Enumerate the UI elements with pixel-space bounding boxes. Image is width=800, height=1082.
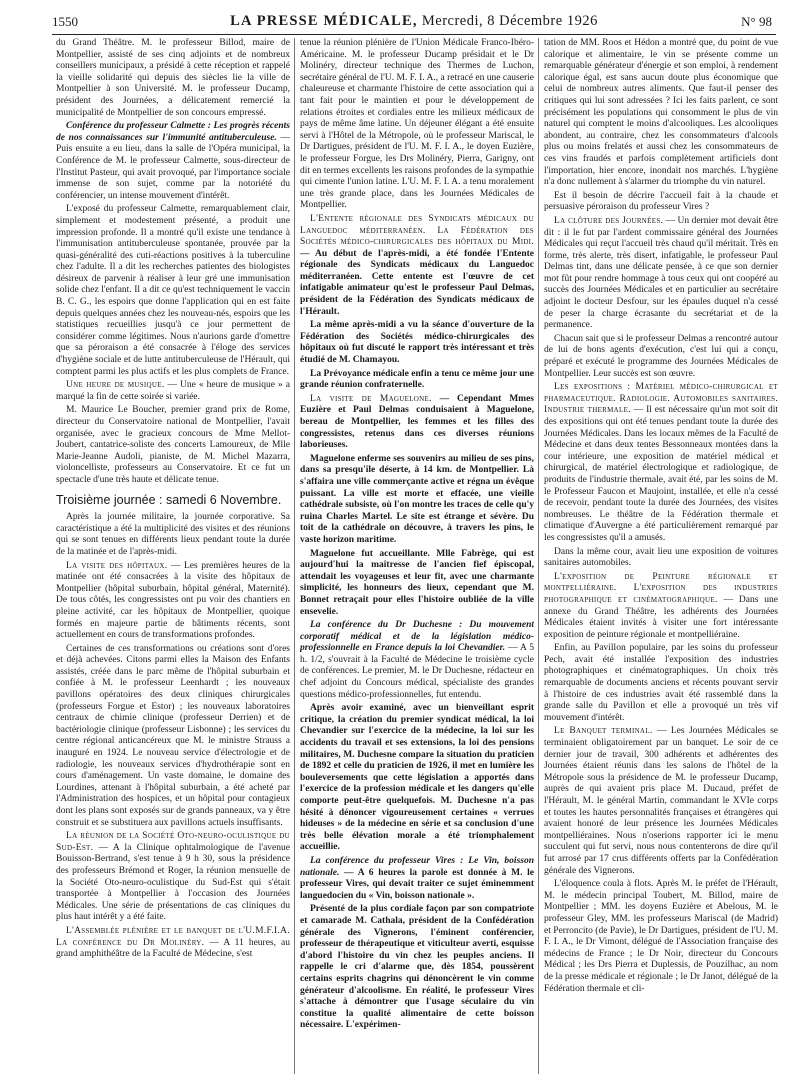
paragraph: Le Banquet terminal. — Les Journées Médicales se terminaient obligatoirement par un banquet. Le soir de ce dernier jour de travail, 300 adhérents et adhérentes des Journées étaient réunis dans les salons de l'hôtel de la Métropole sous la présidence de M. le professeur Ducamp, auprès de qui avaient pris place M. Ducaud, préfet de l'Hérault, M. le général Martin, commandant le XVIe corps et toutes les hautes personnalités françaises et étrangères qui avaient honoré de leur présence les Journées Médicales montpelliéraines. Nous n'oserions rapporter ici le menu succulent qui fut servi, nous nous contenterons de dire qu'il fut arrosé par 17 crus différents offerts par la Confédération générale des Vignerons. [544,726,778,876]
section-heading: L'exposition de Peinture régionale et montpelliéraine. L'exposition des industries photographique et cinématographique. [544,571,778,605]
paragraph: La visite des hôpitaux. — Les premières heures de la matinée ont été consacrées à la visite des hôpitaux de Montpellier (hôpital suburbain, hôpital général, Maternité). De tous côtés, les congressistes ont pu voir des chantiers en pleine activité, car les hôpitaux de Montpellier, quoique formés en majeure partie de bâtiments récents, sont actuellement en cours de transformations profondes. [56,560,290,641]
paragraph: Maguelone fut accueillante. Mlle Fabrège, qui est aujourd'hui la maîtresse de l'ancien fief épiscopal, attendait les voyageuses et leur fit, avec une charmante simplicité, les honneurs des lieux, cependant que M. Bonnet retraçait pour elles l'histoire oubliée de la ville ensevelie. [300,548,534,617]
issue-number: N° 98 [741,14,772,29]
paragraph: Dans la même cour, avait lieu une exposition de voitures sanitaires automobiles. [544,546,778,569]
section-heading: La conférence du professeur Vires : Le Vin, boisson nationale. [300,855,534,878]
paragraph: La visite de Maguelone. — Cependant Mmes Euzière et Paul Delmas conduisaient à Maguelone, bereau de Montpellier, les femmes et les filles des congressistes, retenus dans ces diverses réunions laborieuses. [300,393,534,451]
paragraph: tenue la réunion plénière de l'Union Médicale Franco-Ibéro-Américaine. M. le professeur Ducamp présidait et le Dr Molinéry, directeur technique des Thermes de Luchon, secrétaire général de l'U. M. F. I. A., a retracé en une causerie chaleureuse et charmante l'histoire de cette association qui a tant fait pour le maintien et pour le développement de relations étroites et cordiales entre les milieux médicaux de pays de même âme latine. Un déjeuner élégant a été ensuite servi à l'Hôtel de la Métropole, où le professeur Mariscal, le Dr Dartigues, président de l'U. M. F. I. A., le doyen Euzière, le professeur Forgue, les Drs Molinéry, Pierra, Garigny, ont dit en termes excellents les raisons profondes de la sympathie qui cimente l'union latine. L'U. M. F. I. A. a tenu moralement une très grande place, dans les Journées Médicales de Montpellier. [300,38,534,211]
paragraph: La Prévoyance médicale enfin a tenu ce même jour une grande réunion confraternelle. [300,368,534,391]
paragraph: La même après-midi a vu la séance d'ouverture de la Fédération des Sociétés médico-chirurgicales des hôpitaux où fut discuté le rapport très intéressant et très étudié de M. Chamayou. [300,320,534,366]
section-heading: La réunion de la Société Oto-neuro-oculistique du Sud-Est. [56,831,290,853]
section-heading: La conférence du Dr Duchesne : Du mouvement corporatif médical et de la législation médico-professionnelle en France depuis la loi Chevandier. [300,620,534,654]
section-heading: La visite des hôpitaux. [66,560,168,571]
paragraph: Après avoir examiné, avec un bienveillant esprit critique, la création du premier syndicat médical, la loi Chevandier sur l'exercice de la médecine, la loi sur les accidents du travail et ses extensions, la loi des pensions militaires, M. Duchesne compare la situation du praticien de 1892 et celle du praticien de 1926, il met en lumière les bouleversements que cette législation a apportés dans l'exercice de la profession médicale et les dangers qu'elle comporte peut-être quelquefois. M. Duchesne n'a pas hésité à dénoncer vigoureusement certaines « verrues hideuses » de la médecine en série et sa conclusion d'une très belle élévation morale a été triomphalement accueillie. [300,703,534,853]
issue-date: Mercredi, 8 Décembre 1926 [421,13,598,29]
day-heading: Troisième journée : samedi 6 Novembre. [56,492,282,507]
column-1 [56,38,290,1078]
paragraph: La conférence du professeur Vires : Le Vin, boisson nationale. — A 6 heures la parole est donnée à M. le professeur Vires, qui devait traiter ce sujet éminemment languedocien du « Vin, boisson nationale ». [300,855,534,901]
paragraph: L'exposition de Peinture régionale et montpelliéraine. L'exposition des industries photographique et cinématographique. — Dans une annexe du Grand Théâtre, les adhérents des Journées Médicales étaient invités à visiter une fort intéressante exposition de peinture régionale et montpelliéraine. [544,571,778,640]
column-divider [294,38,295,1074]
column-3 [544,38,778,1078]
paragraph: Est il besoin de décrire l'accueil fait à la chaude et persuasive péroraison du professeur Vires ? [544,190,778,213]
paragraph: Chacun sait que si le professeur Delmas a rencontré autour de lui de bons agents d'exécution, c'est lui qui a conçu, préparé et exécuté le programme des Journées Médicales de Montpellier. Leur succès est son œuvre. [544,333,778,379]
page-header [52,10,776,35]
paragraph: Les expositions : Matériel médico-chirurgical et pharmaceutique. Radiologie. Automobiles sanitaires. Industrie thermale. — Il est nécessaire qu'un mot soit dit des expositions qui ont été tenues pendant toute la durée des Journées Médicales. Dans les locaux mêmes de la Faculté de Médecine et dans deux tentes Bessonneaux montées dans la cour intérieure, une exposition de matériel médical et chirurgical, de matériel électrologique et radiologique, de produits de l'industrie thermale, avait été, par les soins de M. le Professeur Faucon et Maujoint, installée, et elle n'a cessé de recevoir, pendant toute la durée des Journées, des visites nombreuses. Le théâtre de la Fédération thermale et climatique d'Auvergne a été particulièrement remarqué par les congressistes qu'il a amusés. [544,382,778,543]
section-heading: Une heure de musique. [66,380,165,391]
section-heading: La clôture des Journées. [554,215,664,226]
paragraph: Après la journée militaire, la journée corporative. Sa caractéristique a été la multiplicité des visites et des réunions qui se sont tenues en différents lieux pendant toute la durée de la matinée et de l'après-midi. [56,512,290,557]
paragraph: La clôture des Journées. — Un dernier mot devait être dit : il le fut par l'ardent commissaire général des Journées Médicales qui reçut l'accueil très chaud qu'il méritait. Très en forme, très alerte, très disert, infatigable, le professeur Paul Delmas tint, dans une délicate pensée, à ce que son dernier mot fût pour rendre hommage à tous ceux qui ont coopéré au succès des Journées Médicales et en particulier au secrétaire adjoint le docteur Desfour, sur les épaules duquel n'a cessé de peser la charge écrasante du secrétariat et de la permanence. [544,215,778,331]
paragraph: Certaines de ces transformations ou créations sont d'ores et déjà achevées. Citons parmi elles la Maison des Enfants assistés, créée dans le parc même de l'hôpital suburbain et confiée à M. le professeur Leenhardt ; les nouveaux pavillons opératoires des deux cliniques chirurgicales (professeurs Forgue et Estor) ; les nouveaux laboratoires centraux de chimie clinique (professeur Derrien) et de bactériologie clinique (professeur Lisbonne) ; les services du centre régional anticancéreux que M. le ministre Strauss a inauguré en 1924. Le nouveau service d'électrologie et de radiologie, les nouveaux services d'hydrothérapie sont en cours d'aménagement. Un vaste domaine, le domaine des Lourdines, attenant à l'hôpital suburbain, a été acheté par l'Administration des hospices, et un hôpital pour contagieux dont les plans sont exposés sur de grands panneaux, va y être construit et se substituera aux pavillons actuels insuffisants. [56,643,290,828]
paragraph: Enfin, au Pavillon populaire, par les soins du professeur Pech, avait été installée l'exposition des industries photographiques et cinématographiques. Un choix très remarquable de documents anciens et récents pouvant servir à l'histoire de ces industries avait été rassemblé dans la grande salle du Pavillon et elle a provoqué un très vif mouvement d'intérêt. [544,643,778,723]
paragraph: Présenté de la plus cordiale façon par son compatriote et camarade M. Cathala, président de la Confédération générale des Vignerons, l'éminent conférencier, professeur de thérapeutique et viticulteur averti, esquisse d'abord l'histoire du vin chez les peuples anciens. Il rappelle le cri d'alarme que, dès 1854, poussèrent certains esprits chagrins qui dénoncèrent le vin comme générateur d'alcoolisme. En réalité, le professeur Vires s'attache à démontrer que l'usage séculaire du vin constitue la qualité alimentaire de cette boisson nécessaire. L'expérimen- [300,904,534,1031]
paragraph: Une heure de musique. — Une « heure de musique » a marqué la fin de cette soirée si variée. [56,380,290,402]
section-heading: Conférence du professeur Calmette : Les progrès récents de nos connaissances sur l'immunité antituberculeuse. [56,121,290,143]
paragraph: La réunion de la Société Oto-neuro-oculistique du Sud-Est. — A la Clinique ophtalmologique de l'avenue Bouisson-Bertrand, s'est tenue à 9 h 30, sous la présidence des professeurs Brémond et Roger, la réunion mensuelle de la Société Oto-neuro-oculistique du Sud-Est qui s'était transportée à Montpellier à l'occasion des Journées Médicales. Une série de présentations de cas cliniques du plus haut intérêt y a été faite. [56,831,290,923]
paragraph: Conférence du professeur Calmette : Les progrès récents de nos connaissances sur l'immunité antituberculeuse. — Puis ensuite a eu lieu, dans la salle de l'Opéra municipal, la Conférence de M. le professeur Calmette, sous-directeur de l'Institut Pasteur, qui avait provoqué, par l'importance sociale immense de son sujet, comme par la notoriété du conférencier, un intense mouvement d'intérêt. [56,121,290,201]
journal-name: LA PRESSE MÉDICALE, [230,13,418,29]
paragraph: L'exposé du professeur Calmette, remarquablement clair, simplement et modestement présenté, a produit une impression profonde. Il a montré qu'il existe une tendance à l'immunisation antituberculeuse spontanée, prouvée par la quasi-généralité des cuti-réactions positives à la tuberculine chez l'adulte. Il a dit les recherches patientes des biologistes désireux de parvenir à réaliser à leur gré une immunisation solide chez l'enfant. Il a dit ce qu'est techniquement le vaccin B. C. G., les espoirs que donne l'application qui en est faite depuis quelques années chez les nouveau-nés, espoirs que les statistiques recueillies jusqu'à ce jour permettent de considérer comme légitimes. Nous n'aurions garde d'omettre que sa péroraison a été consacrée à l'éloge des services d'hygiène sociale et de lutte antituberculeuse de l'Hérault, qui comptent parmi les plus actifs et les plus complets de France. [56,204,290,377]
section-heading: L'Assemblée plénière et le banquet de l'U.M.F.I.A. La conférence du Dr Molinéry. [56,925,290,948]
running-title [52,13,776,30]
paragraph: Maguelone enferme ses souvenirs au milieu de ses pins, dans sa presqu'île déserte, à 14 km. de Montpellier. Là s'affaira une ville commerçante active et régna un évêque puissant. La ville est morte et effacée, une vieille cathédrale subsiste, où l'on montre les traces de celle qu'y ruina Charles Martel. Le site est étrange et sévère. Du toit de la cathédrale on découvre, à travers les pins, le vaste horizon maritime. [300,453,534,545]
paragraph: La conférence du Dr Duchesne : Du mouvement corporatif médical et de la législation médico-professionnelle en France depuis la loi Chevandier. — A 5 h. 1/2, s'ouvrait à la Faculté de Médecine le troisième cycle de conférences. Le premier, M. le Dr Duchesne, rédacteur en chef adjoint du Concours médical, spécialiste des grandes questions médico-professionnelles, fut entendu. [300,620,534,700]
paragraph: L'éloquence coula à flots. Après M. le préfet de l'Hérault, M. le médecin principal Toubert, M. Billod, maire de Montpellier ; MM. les doyens Euzière et Abelous, M. le professeur Gley, MM. les professeurs Mariscal (de Madrid) et Perroncito (de Pavie), le Dr Dartigues, président de l'U. M. F. I. A., le Dr Vimont, délégué de l'Association française des médecins de France ; le Dr Noir, directeur du Concours Médical ; les Drs Pierra et Duplessis, de Pouzilhac, au nom de la presse médicale et régionale ; le Dr Janot, délégué de la Fédération thermale et cli- [544,879,778,994]
column-divider [538,38,539,1074]
section-heading: Le Banquet terminal. [554,726,653,737]
paragraph: tation de MM. Roos et Hédon a montré que, du point de vue calorique et alimentaire, le vin se présente comme un remarquable générateur d'énergie et son emploi, à rendement calorique égal, est sans aucun doute plus économique que celui de nombreux autres aliments. Que faut-il penser des critiques qui lui sont adressées ? Ici les faits parlent, ce sont précisément les populations qui consomment le plus de vin naturel qui comptent le moins d'alcooliques. Les alcooliques abondent, au contraire, chez les consommateurs d'alcools plus ou moins frelatés et aussi chez les consommateurs de ces vins fraudés et parfois complètement artificiels dont l'importation, hier encore, inondait nos marchés. L'hygiène n'a donc nullement à s'alarmer du triomphe du vin naturel. [544,38,778,188]
paragraph: M. Maurice Le Boucher, premier grand prix de Rome, directeur du Conservatoire national de Montpellier, l'avait organisée, avec le gracieux concours de Mme Mellot-Joubert, cantatrice-soliste des concerts Lamoureux, de Mlle Marie-Jeanne Audoli, pianiste, de M. Michel Mazarra, violoncelliste, professeurs au Conservatoire. Et ce fut un spectacle d'une très haute et délicate tenue. [56,405,290,485]
paragraph: du Grand Théâtre. M. le professeur Billod, maire de Montpellier, assisté de ses cinq adjoints et de nombreux conseillers municipaux, a présidé à cette réception et rappelé la vieille solidarité qui depuis des siècles lie la ville de Montpellier à son Université. M. le professeur Ducamp, président des Journées, a délicatement remercié la municipalité de Montpellier de son concours empressé. [56,38,290,118]
section-heading: La visite de Maguelone. [310,393,432,404]
paragraph: L'Assemblée plénière et le banquet de l'U.M.F.I.A. La conférence du Dr Molinéry. — A 11 heures, au grand amphithéâtre de la Faculté de Médecine, s'est [56,925,290,960]
page-number: 1550 [52,14,78,29]
section-heading: L'Entente régionale des Syndicats médicaux du Languedoc méditerranéen. La Fédération des Sociétés médico-chirurgicales des hôpitaux du Midi. [300,213,534,248]
section-heading: Les expositions : Matériel médico-chirurgical et pharmaceutique. Radiologie. Automobiles sanitaires. Industrie thermale. [544,382,778,416]
paragraph: L'Entente régionale des Syndicats médicaux du Languedoc méditerranéen. La Fédération des Sociétés médico-chirurgicales des hôpitaux du Midi. — Au début de l'après-midi, a été fondée l'Entente régionale des Syndicats médicaux du Languedoc méditerranéen. Cette entente est l'œuvre de cet infatigable animateur qu'est le professeur Paul Delmas, président de la Fédération des Syndicats médicaux de l'Hérault. [300,213,534,317]
column-2 [300,38,534,1078]
